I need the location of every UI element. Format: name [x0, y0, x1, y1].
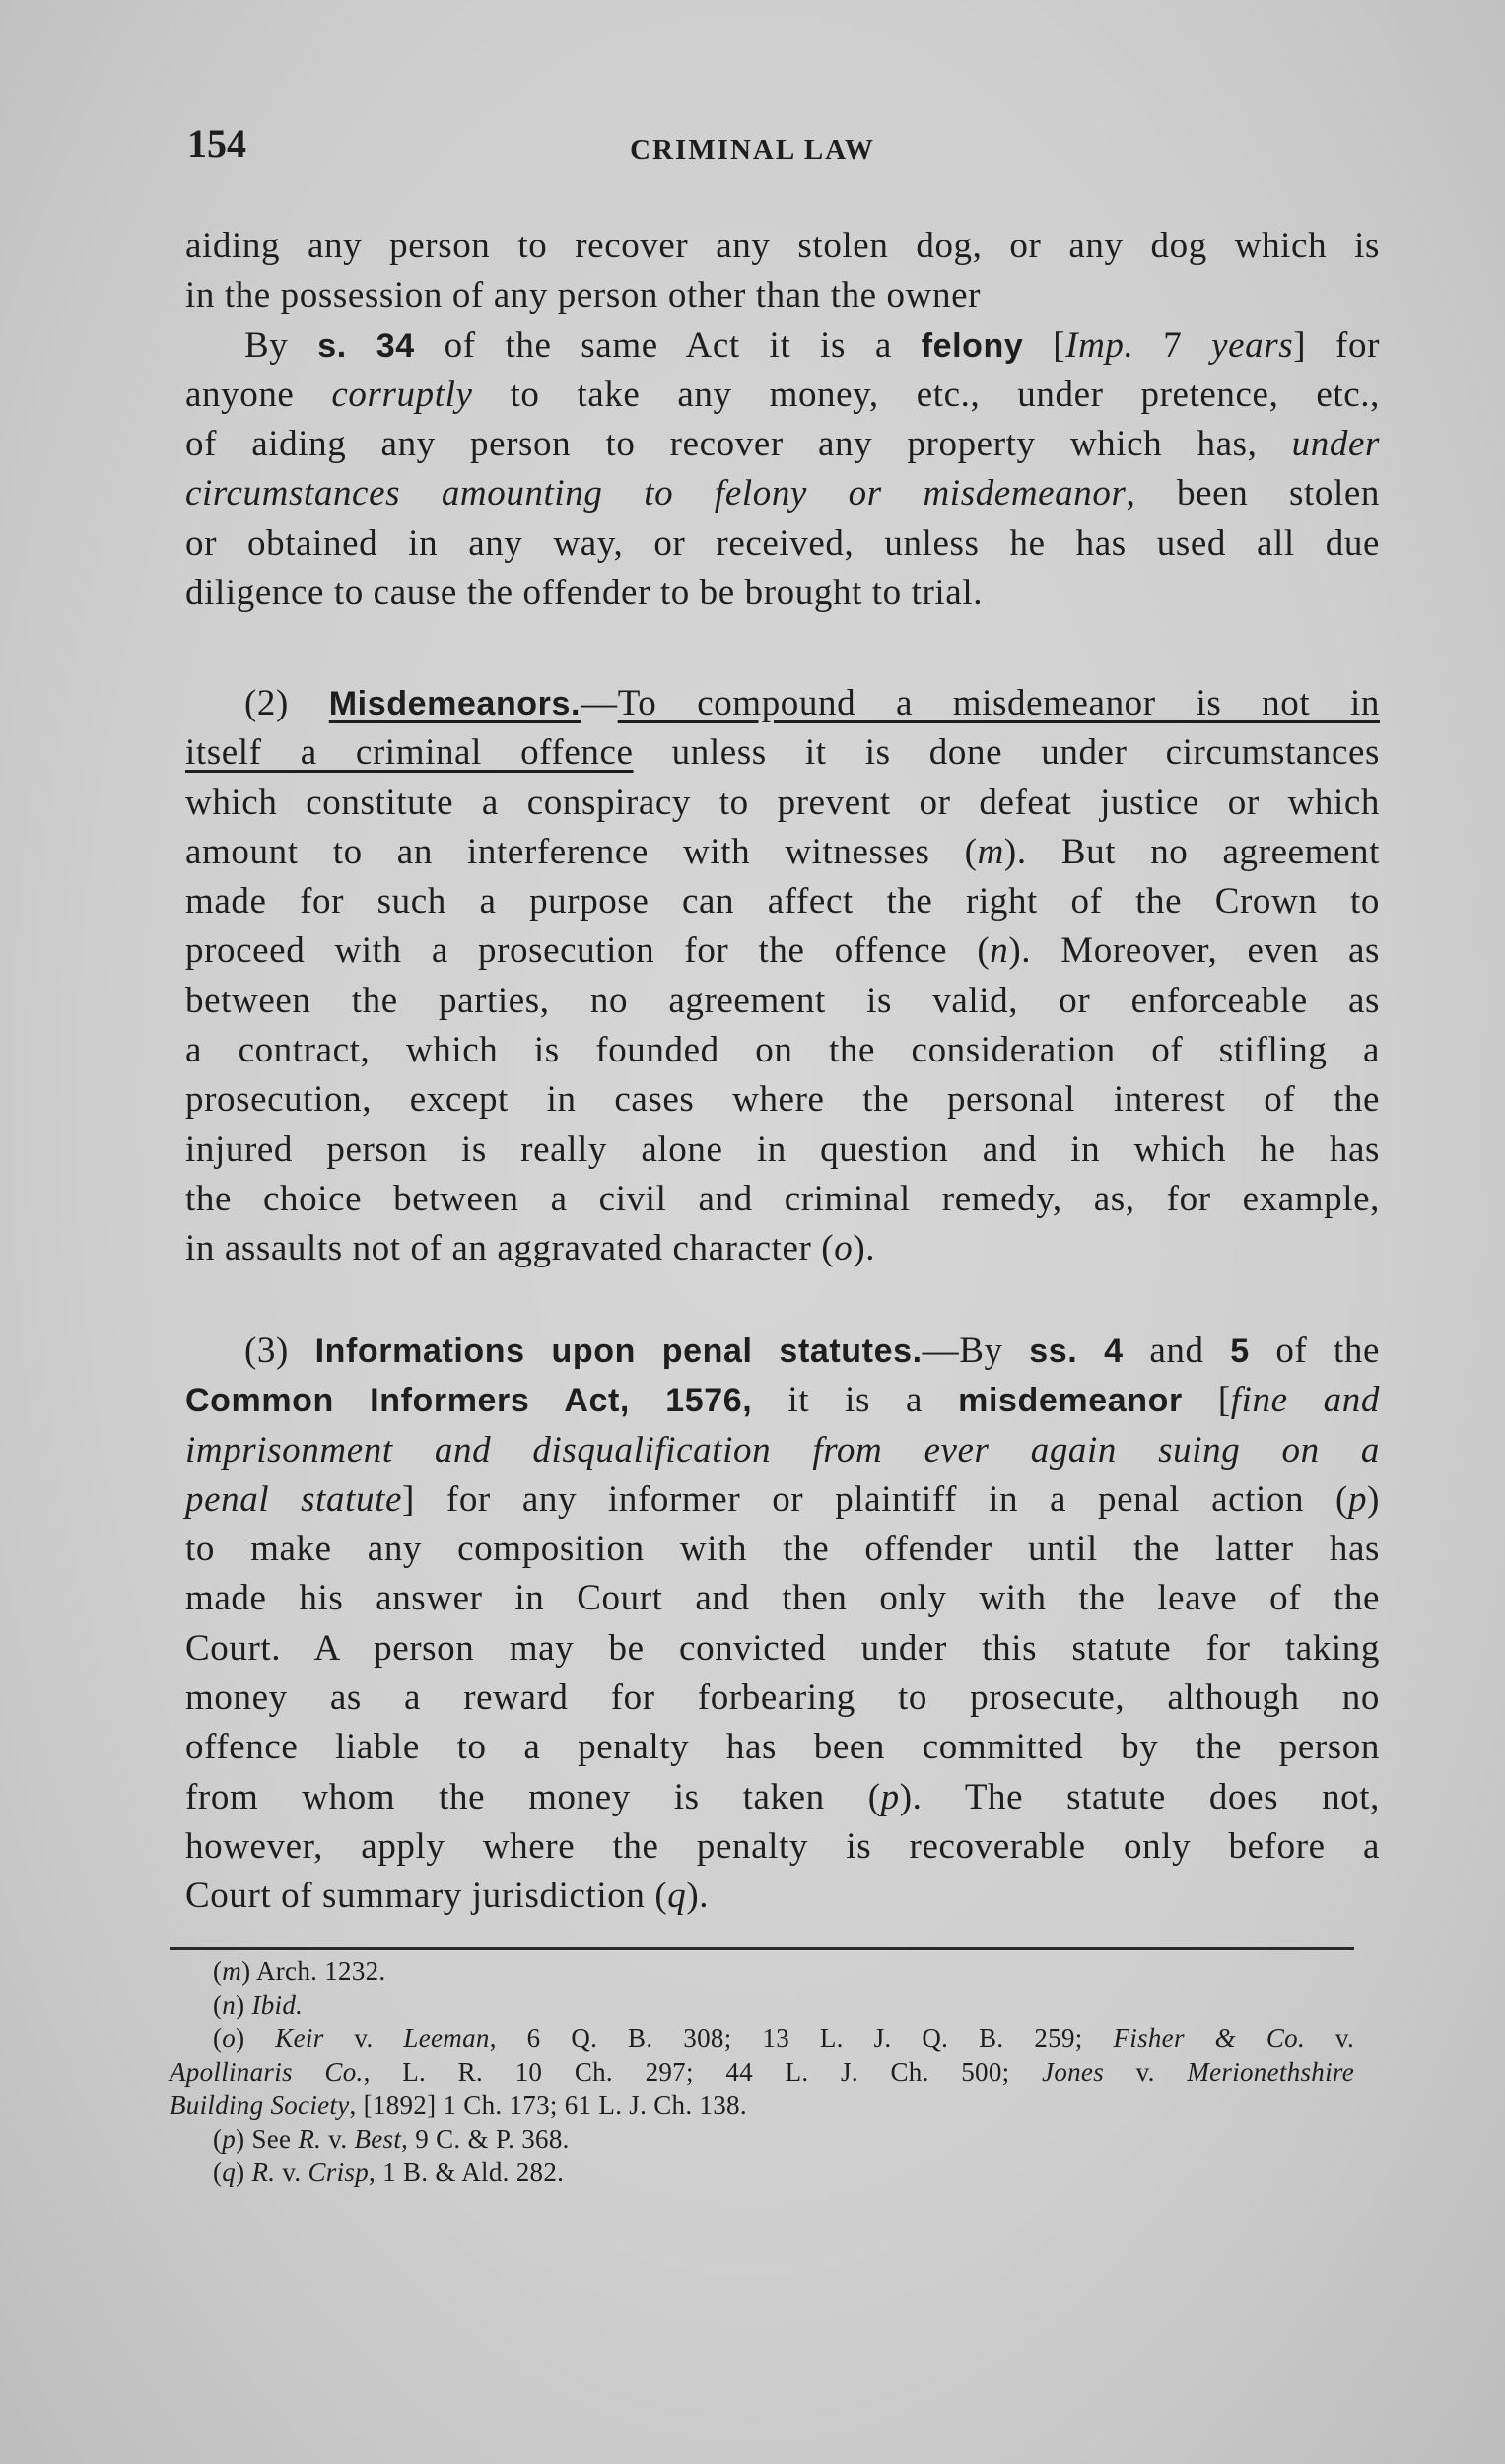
- text-segment: v.: [275, 2157, 308, 2187]
- text-line: [170, 2021, 1354, 2055]
- text-segment: fine and: [1230, 1380, 1380, 1421]
- text-segment: ). Moreover, even as: [1008, 930, 1380, 972]
- text-segment: or obtained in any way, or received, unless he has used all due: [185, 522, 1380, 564]
- text-segment: misdemeanor: [958, 1382, 1183, 1420]
- text-segment: v.: [323, 2023, 404, 2053]
- text-segment: —By: [922, 1331, 1030, 1371]
- text-line: [185, 371, 1380, 420]
- text-line: [185, 569, 1380, 618]
- text-segment: of aiding any person to recover any property which has,: [185, 424, 1292, 465]
- text-segment: aiding any person to recover any stolen dog, or any dog which is: [185, 226, 1380, 266]
- text-segment: of the: [1249, 1331, 1380, 1371]
- text-segment: a contract, which is founded on the consideration of stifling a: [185, 1030, 1380, 1071]
- text-segment: (: [213, 1990, 223, 2019]
- text-segment: money as a reward for forbearing to prosecute, although no: [185, 1677, 1380, 1719]
- text-segment: Apollinaris Co.: [170, 2057, 364, 2087]
- text-segment: v.: [321, 2124, 355, 2154]
- text-line: [185, 1075, 1380, 1125]
- text-segment: in the possession of any person other than the owner: [185, 275, 982, 316]
- text-segment: ).: [853, 1228, 876, 1269]
- text-segment: (: [213, 2157, 223, 2187]
- text-segment: R.: [251, 2157, 276, 2187]
- text-segment: ). The statute does not,: [899, 1776, 1380, 1817]
- text-segment: ): [236, 1990, 252, 2019]
- text-segment: of the same Act it is a: [414, 324, 922, 366]
- text-segment: ss. 4: [1029, 1333, 1124, 1370]
- text-segment: [: [1182, 1380, 1231, 1421]
- text-segment: Court. A person may be convicted under this statute for taking: [185, 1627, 1380, 1669]
- text-segment: [: [1023, 324, 1066, 366]
- text-segment: amount to an interference with witnesses (: [185, 831, 978, 872]
- text-segment: made his answer in Court and then only with the leave of the: [185, 1578, 1380, 1619]
- text-segment: 5: [1230, 1333, 1250, 1370]
- text-segment: v.: [1104, 2057, 1188, 2087]
- text-line: [185, 1674, 1380, 1723]
- text-line: [170, 2088, 1354, 2122]
- text-segment: , [1892] 1 Ch. 173; 61 L. J. Ch. 138.: [349, 2090, 747, 2120]
- text-line: [185, 1475, 1380, 1525]
- text-line: [170, 1988, 1354, 2021]
- text-segment: ): [236, 2157, 252, 2187]
- text-segment: ) See: [236, 2124, 299, 2154]
- text-segment: years: [1211, 324, 1294, 366]
- text-line: [185, 1574, 1380, 1623]
- text-segment: (3): [244, 1331, 315, 1371]
- text-segment: ] for: [1293, 324, 1380, 366]
- text-segment: , L. R. 10 Ch. 297; 44 L. J. Ch. 500;: [363, 2057, 1043, 2087]
- text-segment: (: [213, 2023, 223, 2053]
- text-segment: 7: [1133, 324, 1212, 366]
- text-segment: o: [222, 2023, 237, 2053]
- text-segment: Keir: [275, 2023, 324, 2053]
- paragraph-misdemeanors: [185, 679, 1380, 1274]
- text-segment: Jones: [1042, 2057, 1105, 2087]
- text-segment: ). But no agreement: [1003, 831, 1380, 872]
- text-segment: Merionethshire: [1187, 2057, 1354, 2087]
- text-segment: it is a: [752, 1380, 959, 1421]
- text-line: [185, 1175, 1380, 1224]
- text-segment: p: [1347, 1478, 1368, 1520]
- text-segment: ): [236, 2023, 276, 2053]
- text-segment: (2): [244, 683, 329, 723]
- text-segment: Misdemeanors.: [328, 685, 581, 722]
- text-segment: between the parties, no agreement is valid, or enforceable as: [185, 980, 1380, 1021]
- text-segment: imprisonment and disqualification from ever again suing on a: [185, 1429, 1380, 1471]
- text-segment: offence liable to a penalty has been committed by the person: [185, 1727, 1380, 1768]
- text-line: [185, 679, 1380, 728]
- text-segment: p: [880, 1776, 900, 1817]
- text-line: [185, 1773, 1380, 1822]
- footnotes: [170, 1954, 1354, 2189]
- text-segment: Ibid.: [251, 1990, 304, 2019]
- text-line: [185, 926, 1380, 976]
- text-segment: , 1 B. & Ald. 282.: [369, 2157, 565, 2187]
- text-segment: to make any composition with the offender until the latter has: [185, 1529, 1380, 1570]
- text-line: [170, 2055, 1354, 2088]
- text-line: [185, 1872, 1380, 1921]
- paragraph-stolen-property: [185, 222, 1380, 618]
- text-line: [185, 1624, 1380, 1674]
- text-segment: To compound a misdemeanor is not in: [617, 683, 1380, 723]
- text-segment: anyone: [185, 374, 332, 415]
- text-line: [170, 2156, 1354, 2189]
- text-segment: Imp.: [1065, 324, 1134, 366]
- text-segment: from whom the money is taken (: [185, 1776, 881, 1817]
- text-segment: Building Society: [170, 2090, 350, 2120]
- text-line: [185, 1126, 1380, 1175]
- text-segment: s. 34: [317, 326, 415, 365]
- paragraph-penal-statutes: [185, 1327, 1380, 1922]
- text-segment: o: [834, 1228, 854, 1269]
- text-line: [185, 1525, 1380, 1574]
- text-segment: prosecution, except in cases where the personal interest of the: [185, 1079, 1380, 1121]
- text-line: [185, 1426, 1380, 1475]
- text-segment: Common Informers Act, 1576,: [185, 1382, 753, 1420]
- text-segment: n: [222, 1990, 237, 2019]
- text-line: [185, 1026, 1380, 1075]
- text-line: [185, 1376, 1380, 1425]
- text-segment: m: [222, 1956, 242, 1986]
- text-segment: ] for any informer or plaintiff in a penal action (: [402, 1478, 1348, 1520]
- text-segment: p: [222, 2124, 237, 2154]
- text-line: [185, 728, 1380, 778]
- text-segment: however, apply where the penalty is recoverable only before a: [185, 1825, 1380, 1867]
- text-segment: made for such a purpose can affect the right of the Crown to: [185, 881, 1380, 923]
- text-segment: which constitute a conspiracy to prevent or defeat justice or which: [185, 782, 1380, 823]
- text-segment: the choice between a civil and criminal remedy, as, for example,: [185, 1178, 1380, 1219]
- text-line: [185, 828, 1380, 877]
- text-segment: diligence to cause the offender to be brought to trial.: [185, 573, 984, 614]
- text-segment: By: [244, 324, 318, 366]
- text-segment: penal statute: [185, 1478, 403, 1520]
- text-segment: R.: [298, 2124, 322, 2154]
- text-line: [185, 779, 1380, 828]
- text-segment: Leeman: [403, 2023, 490, 2053]
- text-line: [185, 271, 1380, 320]
- text-segment: ).: [686, 1876, 710, 1917]
- text-segment: to take any money, etc., under pretence, etc.,: [472, 374, 1380, 415]
- text-segment: corruptly: [331, 374, 473, 415]
- text-segment: (: [213, 1956, 223, 1986]
- text-segment: , been stolen: [1126, 473, 1380, 514]
- text-line: [185, 1822, 1380, 1872]
- text-line: [185, 222, 1380, 271]
- text-line: [185, 321, 1380, 371]
- text-segment: unless it is done under circumstances: [633, 732, 1380, 774]
- text-segment: ) Arch. 1232.: [241, 1956, 386, 1986]
- text-line: [185, 420, 1380, 469]
- text-segment: , 6 Q. B. 308; 13 L. J. Q. B. 259;: [489, 2023, 1114, 2053]
- text-line: [185, 1723, 1380, 1772]
- text-segment: q: [667, 1876, 687, 1917]
- text-segment: injured person is really alone in question and in which he has: [185, 1129, 1380, 1170]
- text-segment: felony: [921, 326, 1024, 365]
- running-title: CRIMINAL LAW: [630, 134, 875, 166]
- text-segment: Crisp: [308, 2157, 370, 2187]
- text-segment: circumstances amounting to felony or misdemeanor: [185, 473, 1127, 514]
- text-segment: ): [1367, 1478, 1380, 1520]
- text-segment: itself a criminal offence: [185, 732, 634, 774]
- text-line: [185, 1327, 1380, 1376]
- text-line: [170, 2122, 1354, 2156]
- text-segment: , 9 C. & P. 368.: [401, 2124, 570, 2154]
- text-segment: —: [581, 683, 618, 723]
- text-segment: q: [222, 2157, 237, 2187]
- text-line: [170, 1954, 1354, 1988]
- text-segment: v.: [1305, 2023, 1355, 2053]
- text-line: [185, 1224, 1380, 1273]
- text-line: [185, 877, 1380, 926]
- text-segment: Court of summary jurisdiction (: [185, 1876, 668, 1917]
- text-segment: under: [1291, 424, 1380, 465]
- footnote-divider: [170, 1947, 1354, 1950]
- text-line: [185, 519, 1380, 569]
- text-line: [185, 977, 1380, 1026]
- text-segment: Best: [354, 2124, 402, 2154]
- text-segment: (: [213, 2124, 223, 2154]
- text-segment: Informations upon penal statutes.: [314, 1333, 923, 1370]
- text-segment: Fisher & Co.: [1113, 2023, 1306, 2053]
- page-number: 154: [187, 121, 246, 166]
- text-segment: proceed with a prosecution for the offence (: [185, 930, 991, 972]
- text-segment: and: [1123, 1331, 1231, 1371]
- text-segment: n: [990, 930, 1009, 972]
- text-segment: m: [977, 831, 1004, 872]
- text-segment: in assaults not of an aggravated character (: [185, 1228, 835, 1269]
- text-line: [185, 469, 1380, 518]
